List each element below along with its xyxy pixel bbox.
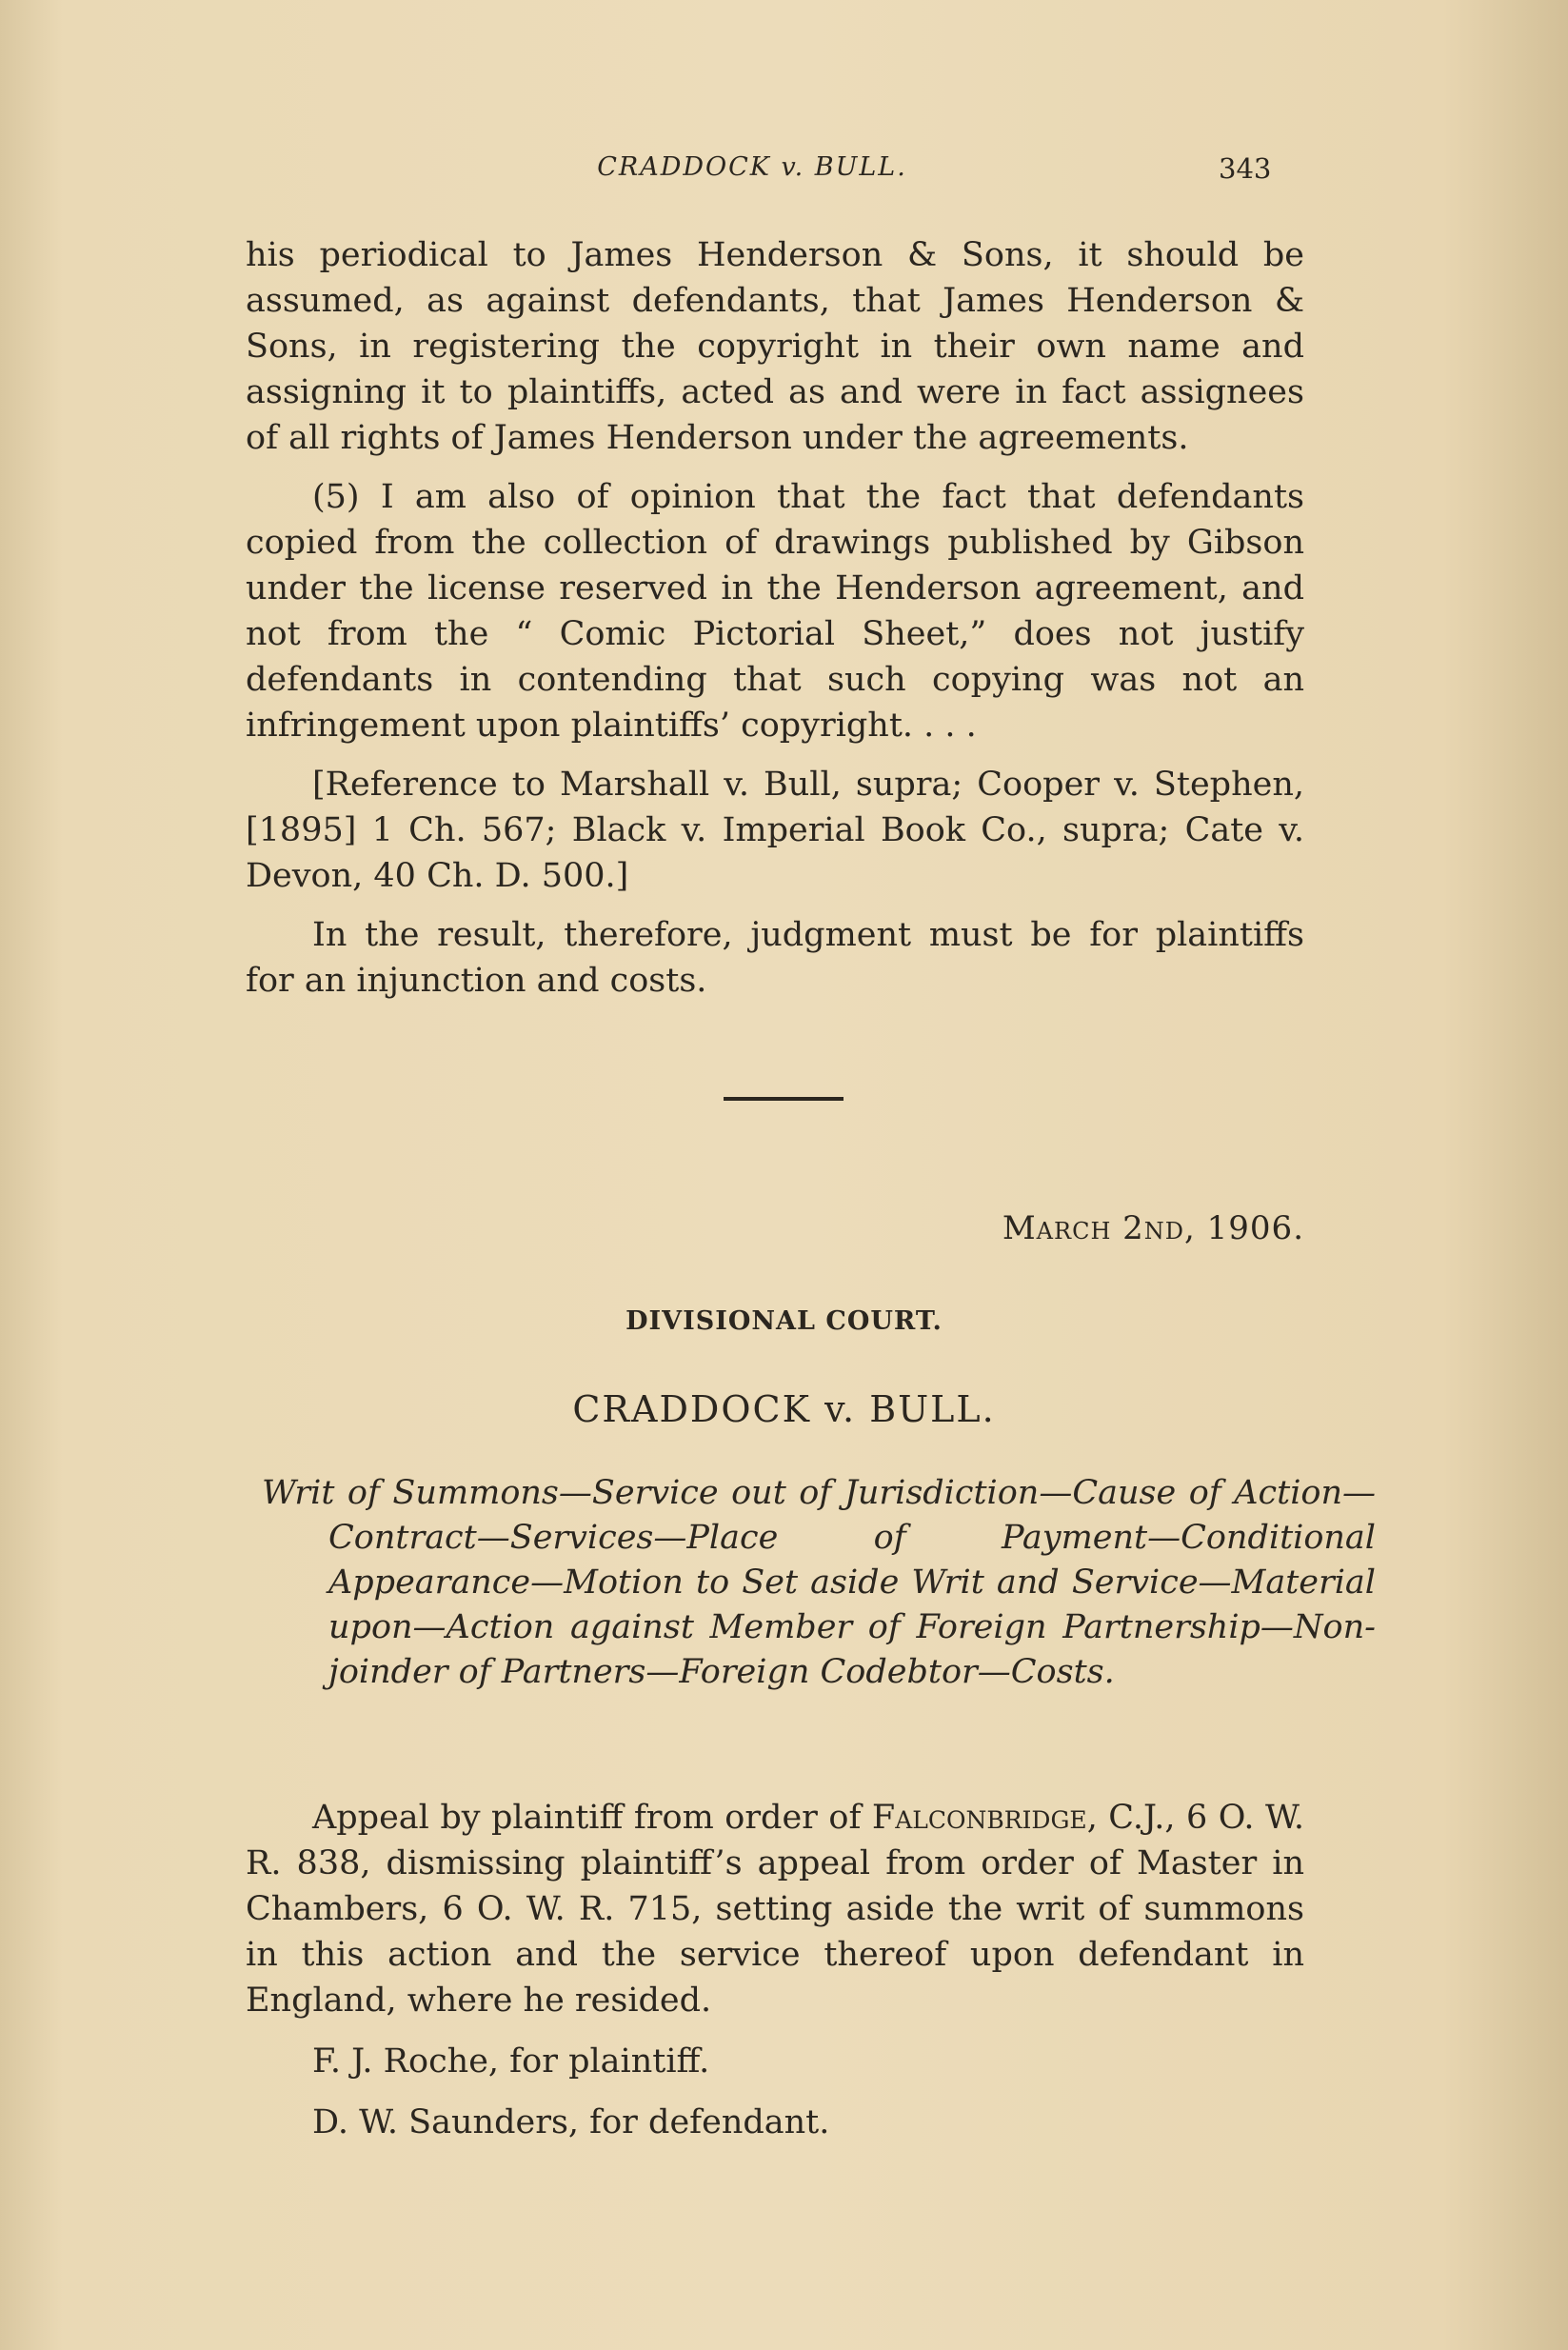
headnote: Writ of Summons—Service out of Jurisdiction—Cause of Action—Contract—Services—Place of Payment—Conditional Appearance—Motion to Set aside Writ and Service—Material upon—Action against Member of Foreign Partnership—Non-joinder of Partners—Foreign Codebtor—Costs. <box>262 1474 1376 1691</box>
appeal-paragraph <box>246 1795 1304 2023</box>
running-head: CRADDOCK v. BULL. <box>597 152 907 182</box>
appeal-text-after: , C.J., 6 O. W. R. 838, dismissing plaintiff’s appeal from order of Master in Chambers, 6 O. W. R. 715, setting aside the writ of summons in this action and the service thereof upon defendant in England, where he resided. <box>246 1799 1304 2020</box>
counsel-plaintiff: F. J. Roche, for plaintiff. <box>312 2042 710 2081</box>
paragraph-result: In the result, therefore, judgment must be for plaintiffs for an injunction and costs. <box>246 916 1304 1000</box>
judge-name: Falconbridge <box>871 1799 1087 1837</box>
court-name: DIVISIONAL COURT. <box>625 1306 943 1336</box>
section-divider <box>724 1097 844 1101</box>
case-title: CRADDOCK v. BULL. <box>572 1388 996 1430</box>
page-header <box>0 152 1568 190</box>
appeal-text-before: Appeal by plaintiff from order of <box>312 1799 872 1837</box>
paragraph-references: [Reference to Marshall v. Bull, supra; Cooper v. Stephen, [1895] 1 Ch. 567; Black v. Imperial Book Co., supra; Cate v. Devon, 40 Ch. D. 500.] <box>246 766 1304 895</box>
paragraph-continued: his periodical to James Henderson & Sons, it should be assumed, as against defendants, that James Henderson & Sons, in registering the copyright in their own name and assigning it to plaintiffs, acted as and were in fact assignees of all rights of James Henderson under the agreements. <box>246 236 1304 457</box>
opinion-conclusion <box>246 232 1304 1004</box>
page-number: 343 <box>1219 152 1272 185</box>
counsel-defendant: D. W. Saunders, for defendant. <box>312 2103 830 2141</box>
decision-date: March 2nd, 1906. <box>1002 1209 1304 1247</box>
paragraph-opinion-5: (5) I am also of opinion that the fact that defendants copied from the collection of drawings published by Gibson under the license reserved in the Henderson agreement, and not from the “ Comic Pictorial Sheet,” does not justify defendants in contending that such copying was not an infringement upon plaintiffs’ copyright. . . . <box>246 478 1304 745</box>
case-statement <box>246 1795 1304 2145</box>
